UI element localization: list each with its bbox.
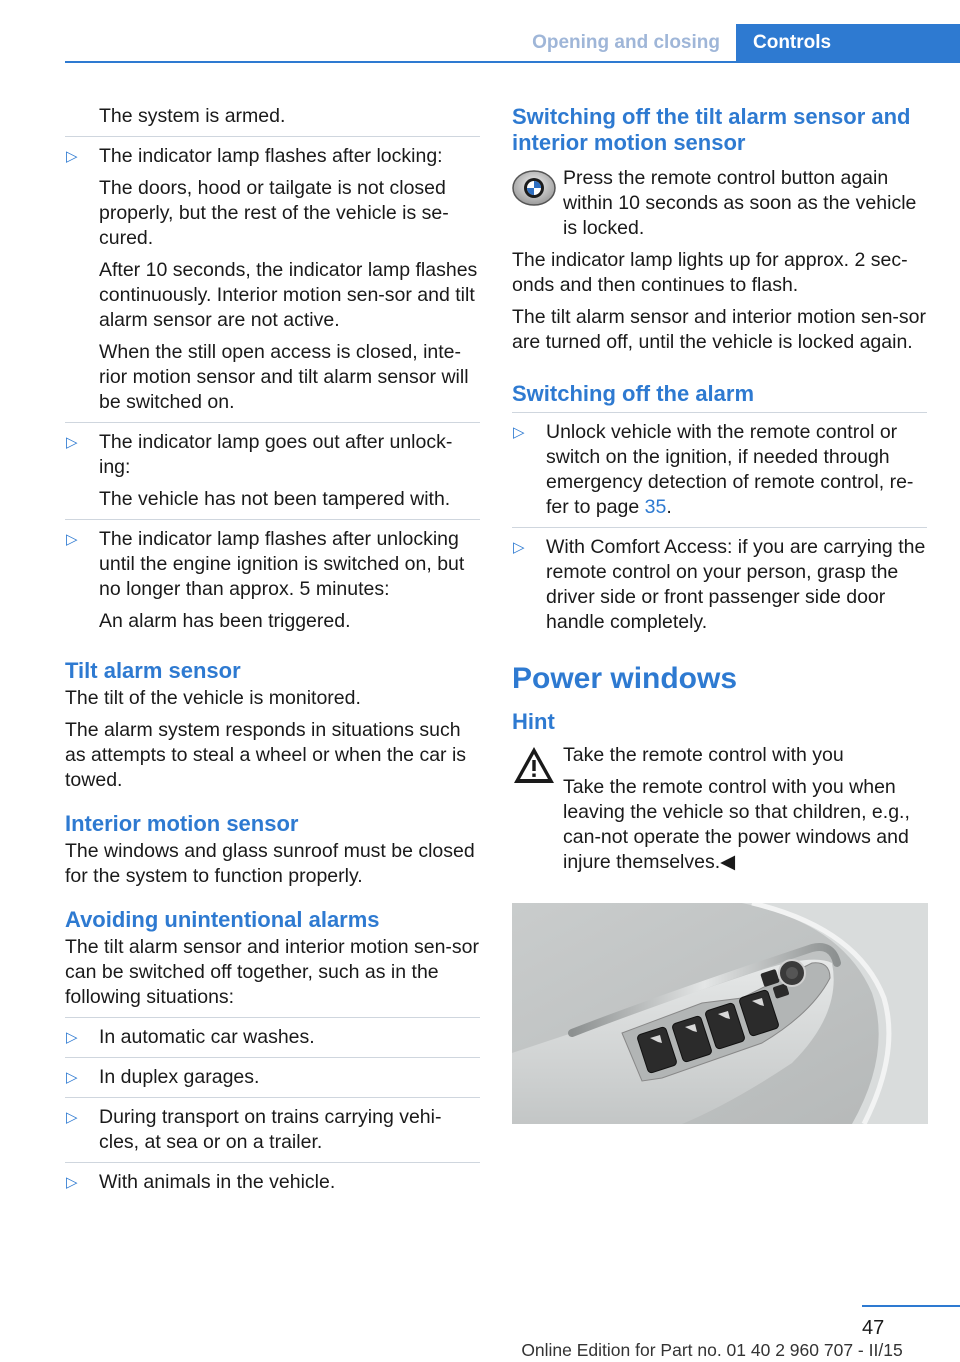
list-item: [65, 527, 480, 634]
paragraph: The indicator lamp lights up for approx. 2 sec-onds and then continues to flash.: [512, 249, 908, 296]
right-column: [512, 104, 927, 1124]
triangle-right-icon: ▷: [513, 424, 525, 441]
header-chapter-tab[interactable]: Controls: [736, 24, 960, 62]
list-item-text: The indicator lamp goes out after unlock-ing:: [99, 431, 453, 478]
divider: [65, 422, 480, 423]
footer-rule: [862, 1305, 960, 1307]
paragraph: The tilt alarm sensor and interior motion sen-sor are turned off, until the vehicle is locked again.: [512, 306, 927, 353]
left-column: [65, 104, 480, 1202]
paragraph: Press the remote control button again within 10 seconds as soon as the vehicle is locked.: [563, 167, 917, 239]
divider: [65, 1057, 480, 1058]
heading-switching-off-alarm: Switching off the alarm: [512, 381, 755, 406]
heading-avoiding-alarms: Avoiding unintentional alarms: [65, 907, 380, 932]
divider: [512, 527, 927, 528]
list-item: [65, 1170, 480, 1195]
heading-power-windows: Power windows: [512, 662, 738, 695]
list-item: [65, 1065, 480, 1090]
remote-instruction: [512, 166, 927, 241]
list-item-text: During transport on trains carrying vehi-cles, at sea or on a trailer.: [99, 1106, 442, 1153]
paragraph: The tilt of the vehicle is monitored.: [65, 687, 361, 709]
page-number: 47: [862, 1317, 885, 1339]
divider: [65, 1097, 480, 1098]
list-item: [65, 144, 480, 415]
list-item-text: With animals in the vehicle.: [99, 1171, 336, 1193]
triangle-right-icon: ▷: [66, 1174, 78, 1191]
list-item: [65, 430, 480, 512]
armed-text: The system is armed.: [99, 105, 286, 127]
list-item-detail: The vehicle has not been tampered with.: [99, 488, 451, 510]
paragraph: The windows and glass sunroof must be closed for the system to function properly.: [65, 840, 475, 887]
header-rule: [65, 61, 960, 63]
triangle-right-icon: ▷: [66, 434, 78, 451]
list-item-text: The indicator lamp flashes after unlocking until the engine ignition is switched on, but no longer than approx. 5 minutes:: [99, 528, 465, 600]
paragraph: The alarm system responds in situations such as attempts to steal a wheel or when the car is towed.: [65, 719, 467, 791]
divider: [65, 1162, 480, 1163]
divider: [512, 412, 927, 413]
list-item: [65, 1105, 480, 1155]
footer-edition: Online Edition for Part no. 01 40 2 960 707 - II/15: [521, 1340, 903, 1360]
triangle-right-icon: ▷: [66, 148, 78, 165]
list-item: [65, 1025, 480, 1050]
triangle-right-icon: ▷: [66, 1029, 78, 1046]
list-item-text: With Comfort Access: if you are carrying the remote control on your person, grasp the driver side or front passenger side door handle completely.: [546, 536, 926, 633]
heading-tilt-alarm-sensor: Tilt alarm sensor: [65, 658, 241, 683]
list-item-detail: The doors, hood or tailgate is not closed properly, but the rest of the vehicle is se-cured.: [99, 177, 449, 249]
list-item-text: Unlock vehicle with the remote control or switch on the ignition, if needed through emergency detection of remote control, re-fer to page 35.: [546, 421, 914, 518]
triangle-right-icon: ▷: [66, 531, 78, 548]
divider: [65, 136, 480, 137]
warning-body: Take the remote control with you when leaving the vehicle so that children, e.g., can-not operate the power windows and injure themselves.◀: [563, 776, 910, 873]
list-item-detail: An alarm has been triggered.: [99, 610, 351, 632]
list-item-detail: When the still open access is closed, inte-rior motion sensor and tilt alarm sensor will be switched on.: [99, 341, 469, 413]
heading-switching-off-sensors: Switching off the tilt alarm sensor and interior motion sensor: [512, 104, 911, 155]
list-item-detail: After 10 seconds, the indicator lamp flashes continuously. Interior motion sen-sor and tilt alarm sensor are not active.: [99, 259, 478, 331]
list-item: [512, 535, 927, 635]
list-item-text: In automatic car washes.: [99, 1026, 315, 1048]
triangle-right-icon: ▷: [66, 1109, 78, 1126]
list-item-text: In duplex garages.: [99, 1066, 260, 1088]
bmw-remote-button-icon: [512, 166, 556, 210]
header-section-title: Opening and closing: [532, 32, 720, 53]
list-item: [512, 420, 927, 520]
heading-hint: Hint: [512, 709, 555, 734]
triangle-right-icon: ▷: [66, 1069, 78, 1086]
door-switches-photo: [512, 903, 928, 1124]
warning-triangle-icon: [512, 745, 556, 789]
divider: [65, 519, 480, 520]
warning-note: [512, 743, 927, 875]
page-link[interactable]: 35: [644, 496, 667, 518]
list-item-text: The indicator lamp flashes after locking:: [99, 145, 443, 167]
paragraph: The tilt alarm sensor and interior motion sen-sor can be switched off together, such as in the following situations:: [65, 936, 480, 1008]
heading-interior-motion-sensor: Interior motion sensor: [65, 811, 299, 836]
divider: [65, 1017, 480, 1018]
warning-title: Take the remote control with you: [563, 744, 844, 766]
triangle-right-icon: ▷: [513, 539, 525, 556]
